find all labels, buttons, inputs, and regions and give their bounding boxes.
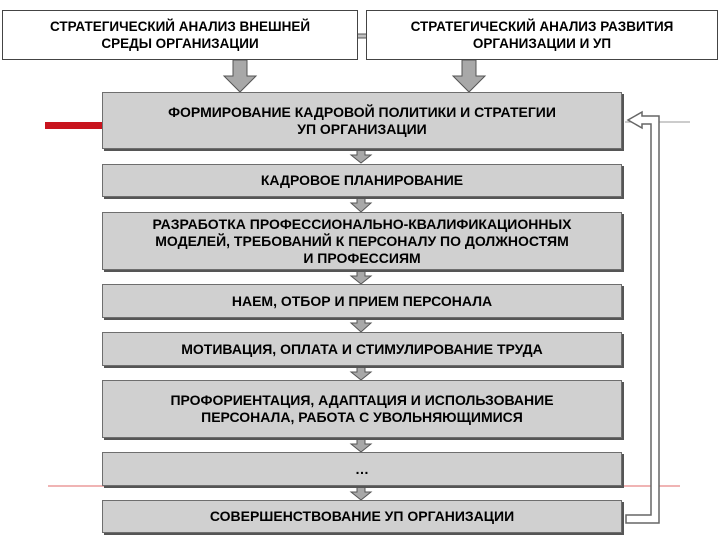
feedback-loop-arrow [626, 112, 659, 523]
step-arrow [351, 270, 371, 284]
step-ellipsis [102, 452, 622, 486]
down-arrow-right [453, 60, 485, 92]
step-label: ПРОФОРИЕНТАЦИЯ, АДАПТАЦИЯ И ИСПОЛЬЗОВАНИЕ ПЕРСОНАЛА, РАБОТА С УВОЛЬНЯЮЩИМИСЯ [170, 392, 554, 425]
step-label: МОТИВАЦИЯ, ОПЛАТА И СТИМУЛИРОВАНИЕ ТРУДА [181, 340, 543, 357]
top-box-development-analysis [366, 10, 718, 60]
step-hr-planning [102, 164, 622, 197]
step-arrow [351, 438, 371, 452]
step-improvement [102, 500, 622, 533]
step-arrow [351, 197, 371, 212]
step-hiring [102, 284, 622, 318]
top-box-external-analysis [2, 10, 358, 60]
step-label: РАЗРАБОТКА ПРОФЕССИОНАЛЬНО-КВАЛИФИКАЦИОННЫХ МОДЕЛЕЙ, ТРЕБОВАНИЙ К ПЕРСОНАЛУ ПО ДОЛЖНОСТЯМ И ПРОФЕССИЯМ [152, 215, 572, 266]
step-orientation [102, 380, 622, 438]
step-arrow [351, 149, 371, 163]
step-label: … [355, 460, 369, 477]
step-label: ФОРМИРОВАНИЕ КАДРОВОЙ ПОЛИТИКИ И СТРАТЕГИИ УП ОРГАНИЗАЦИИ [168, 103, 556, 137]
down-arrow-left [224, 60, 256, 92]
top-box-label: СТРАТЕГИЧЕСКИЙ АНАЛИЗ ВНЕШНЕЙ СРЕДЫ ОРГАНИЗАЦИИ [49, 19, 311, 51]
step-label: НАЕМ, ОТБОР И ПРИЕМ ПЕРСОНАЛА [231, 292, 493, 309]
step-hr-policy [102, 92, 622, 149]
step-label: СОВЕРШЕНСТВОВАНИЕ УП ОРГАНИЗАЦИИ [209, 508, 515, 524]
step-arrow [351, 486, 371, 500]
step-arrow [351, 366, 371, 380]
top-box-label: СТРАТЕГИЧЕСКИЙ АНАЛИЗ РАЗВИТИЯ ОРГАНИЗАЦИИ И УП [410, 19, 674, 51]
step-competency-models [102, 212, 622, 270]
step-label: КАДРОВОЕ ПЛАНИРОВАНИЕ [260, 172, 464, 188]
step-motivation [102, 332, 622, 366]
step-arrow [351, 318, 371, 332]
red-accent-bar [45, 122, 103, 129]
